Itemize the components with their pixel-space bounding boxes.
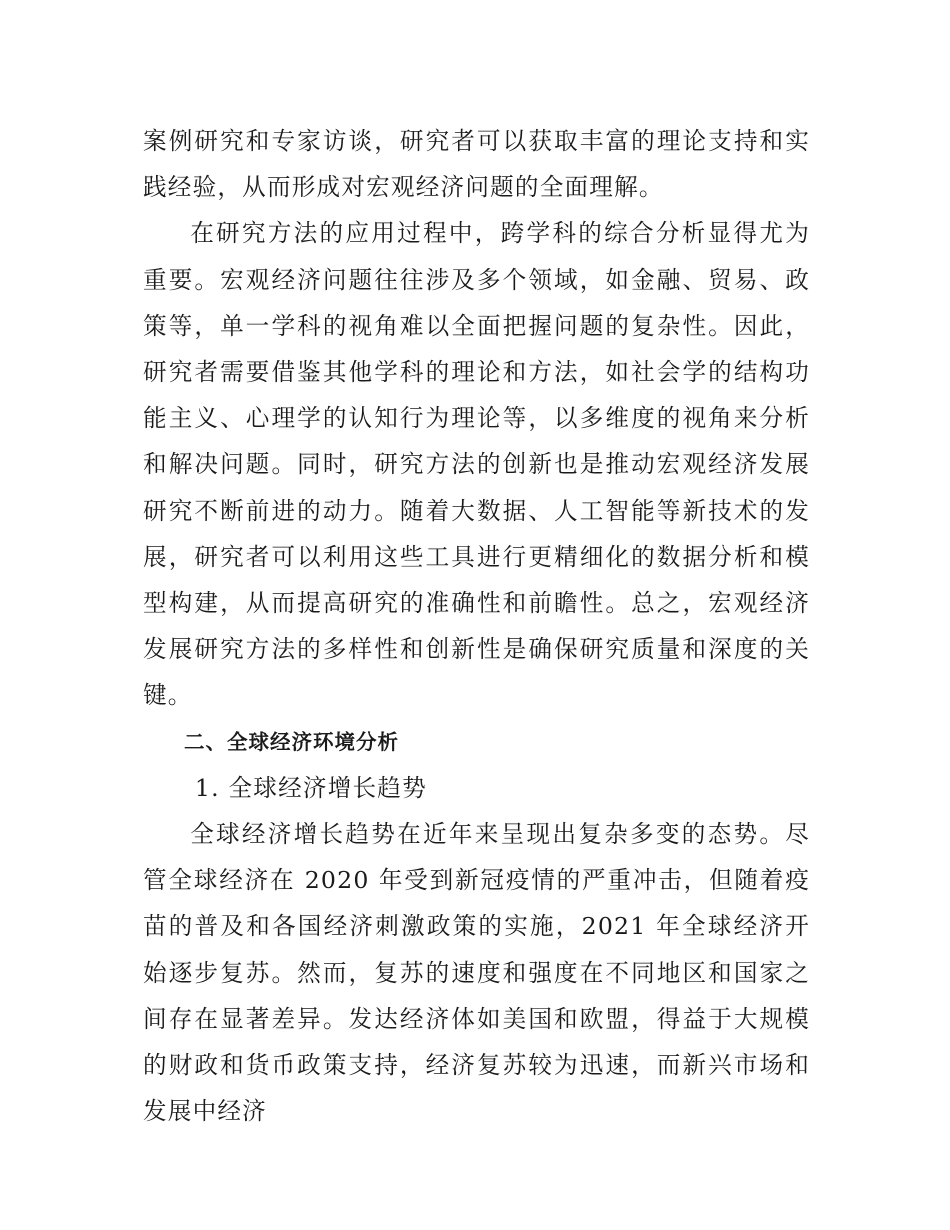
subsection-heading-growth-trend: 1. 全球经济增长趋势 bbox=[194, 773, 427, 802]
paragraph-continuation: 案例研究和专家访谈，研究者可以获取丰富的理论支持和实践经验，从而形成对宏观经济问题的全面理解。 bbox=[143, 127, 810, 202]
paragraph-research-methods: 在研究方法的应用过程中，跨学科的综合分析显得尤为重要。宏观经济问题往往涉及多个领域，如金融、贸易、政策等，单一学科的视角难以全面把握问题的复杂性。因此，研究者需要借鉴其他学科的理论和方法，如社会学的结构功能主义、心理学的认知行为理论等，以多维度的视角来分析和解决问题。同时，研究方法的创新也是推动宏观经济发展研究不断前进的动力。随着大数据、人工智能等新技术的发展，研究者可以利用这些工具进行更精细化的数据分析和模型构建，从而提高研究的准确性和前瞻性。总之，宏观经济发展研究方法的多样性和创新性是确保研究质量和深度的关键。 bbox=[143, 219, 810, 710]
document-body bbox=[143, 118, 810, 1134]
section-heading-global-economy: 二、全球经济环境分析 bbox=[184, 729, 399, 754]
paragraph-growth-trend: 全球经济增长趋势在近年来呈现出复杂多变的态势。尽管全球经济在 2020 年受到新冠疫情的严重冲击，但随着疫苗的普及和各国经济刺激政策的实施，2021 年全球经济开始逐步复苏。然而，复苏的速度和强度在不同地区和国家之间存在显著差异。发达经济体如美国和欧盟，得益于大规模的财政和货币政策支持，经济复苏较为迅速，而新兴市场和发展中经济 bbox=[143, 820, 810, 1126]
